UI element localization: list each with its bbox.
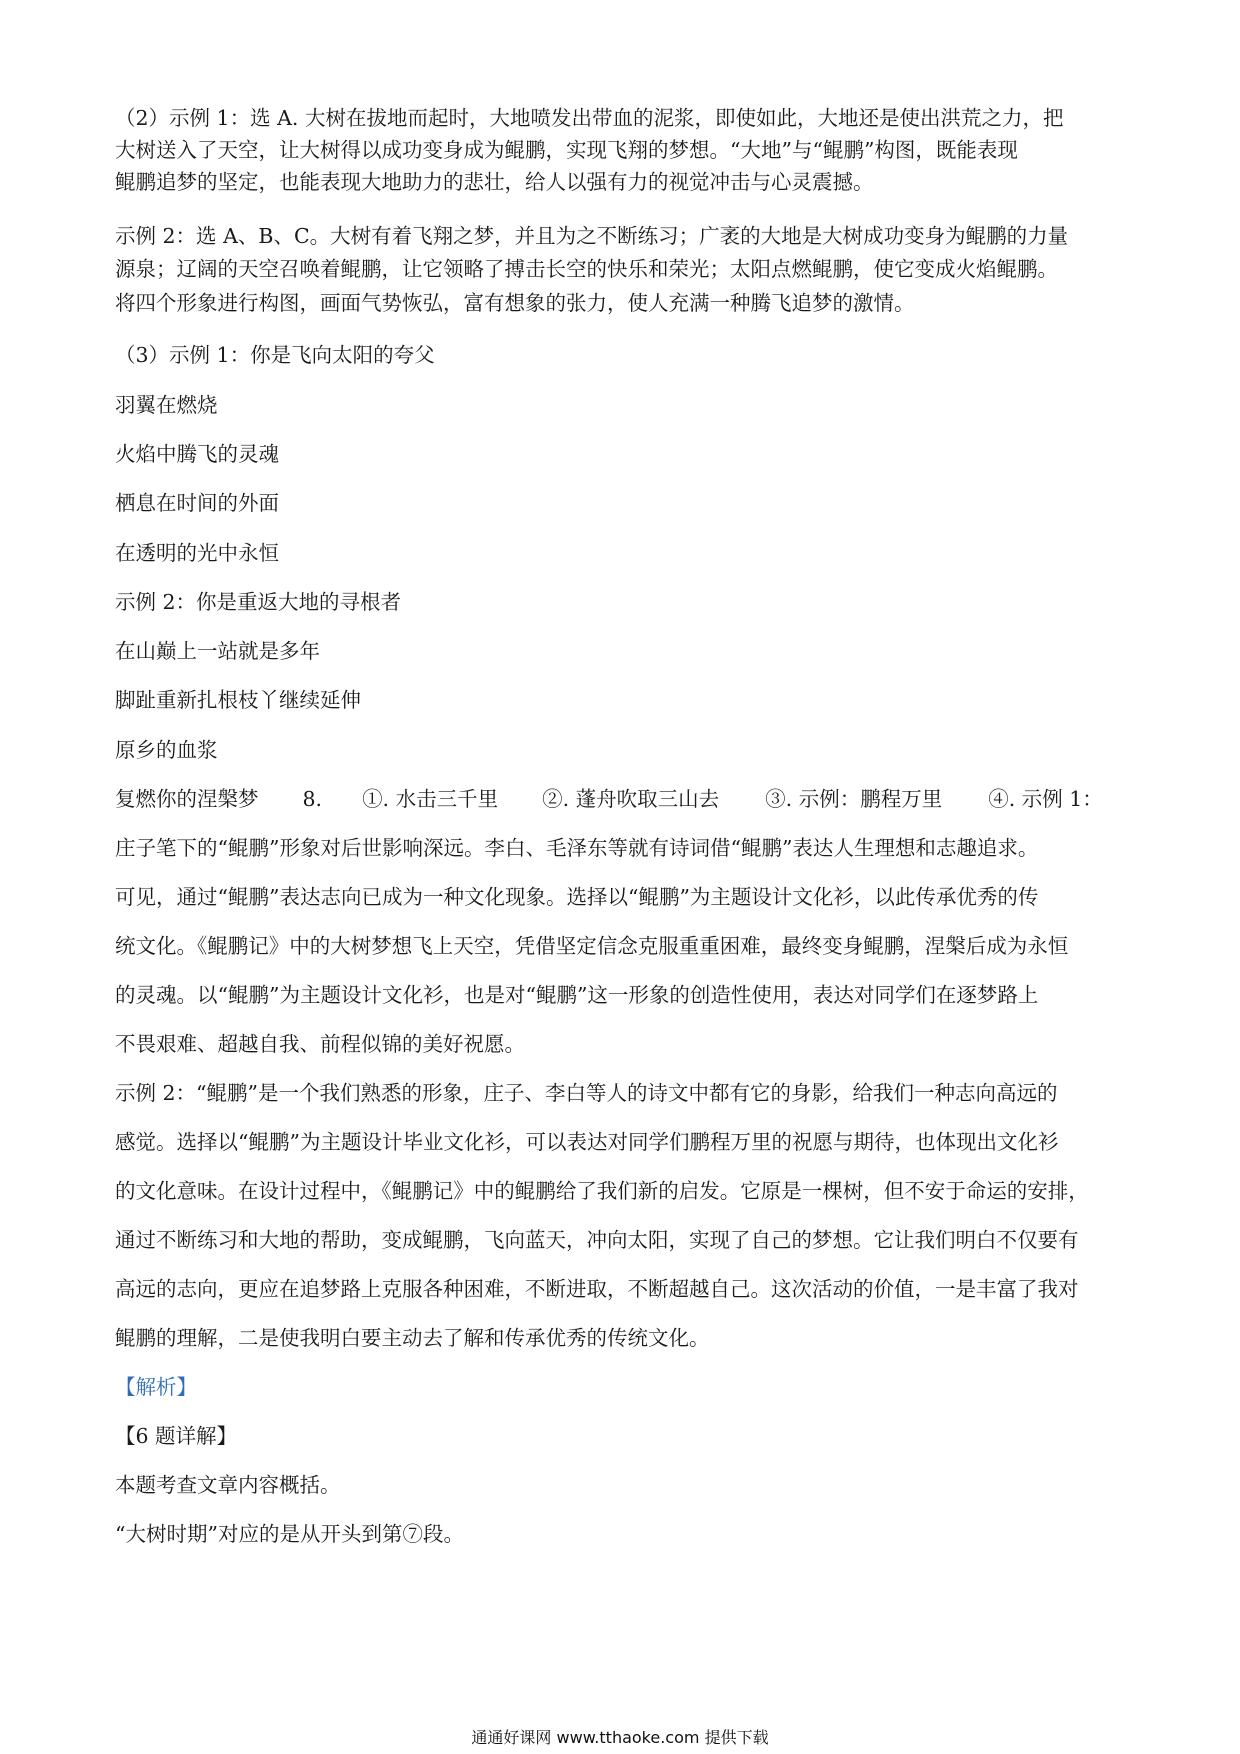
footer-site-name: 通通好课网 [471, 1728, 552, 1747]
paragraph-line: 可见，通过“鲲鹏”表达志向已成为一种文化现象。选择以“鲲鹏”为主题设计文化衫，以此传承优秀的传 [115, 885, 1039, 909]
paragraph-line: 鲲鹏追梦的坚定，也能表现大地助力的悲壮，给人以强有力的视觉冲击与心灵震撼。 [115, 170, 874, 194]
answer-1: ①. 水击三千里 [362, 787, 499, 811]
poem-line: 在透明的光中永恒 [115, 541, 279, 565]
paragraph-line: 庄子笔下的“鲲鹏”形象对后世影响深远。李白、毛泽东等就有诗词借“鲲鹏”表达人生理想和志趣追求。 [115, 836, 1039, 860]
paragraph-line: 鲲鹏的理解，二是使我明白要主动去了解和传承优秀的传统文化。 [115, 1326, 710, 1350]
paragraph-line: 统文化。《鲲鹏记》中的大树梦想飞上天空，凭借坚定信念克服重重困难，最终变身鲲鹏，涅槃后成为永恒 [115, 934, 1069, 958]
paragraph-line: （3）示例 1：你是飞向太阳的夸父 [115, 343, 435, 367]
poem-line: 在山巅上一站就是多年 [115, 639, 320, 663]
poem-line: 火焰中腾飞的灵魂 [115, 442, 279, 466]
paragraph-line: 感觉。选择以“鲲鹏”为主题设计毕业文化衫，可以表达对同学们鹏程万里的祝愿与期待，也体现出文化衫 [115, 1130, 1059, 1154]
footer-suffix: 提供下载 [704, 1728, 769, 1747]
paragraph-line: 的文化意味。在设计过程中，《鲲鹏记》中的鲲鹏给了我们新的启发。它原是一棵树，但不安于命运的安排， [115, 1179, 1089, 1203]
poem-line: 羽翼在燃烧 [115, 393, 218, 417]
paragraph-line: 通过不断练习和大地的帮助，变成鲲鹏，飞向蓝天，冲向太阳，实现了自己的梦想。它让我们明白不仅要有 [115, 1228, 1079, 1252]
analysis-label: 【解析】 [115, 1375, 197, 1399]
question-8-answers [115, 784, 1135, 814]
answer-3: ③. 示例：鹏程万里 [765, 787, 943, 811]
poem-line: 原乡的血浆 [115, 738, 218, 762]
poem-line: 示例 2：你是重返大地的寻根者 [115, 590, 402, 614]
paragraph-line: 高远的志向，更应在追梦路上克服各种困难，不断进取，不断超越自己。这次活动的价值，一是丰富了我对 [115, 1277, 1079, 1301]
paragraph-line: 示例 2：选 A、B、C。大树有着飞翔之梦，并且为之不断练习；广袤的大地是大树成功变身为鲲鹏的力量 [115, 224, 1069, 248]
poem-line: 栖息在时间的外面 [115, 491, 279, 515]
paragraph-line: 源泉；辽阔的天空召唤着鲲鹏，让它领略了搏击长空的快乐和荣光；太阳点燃鲲鹏，使它变成火焰鲲鹏。 [115, 257, 1058, 281]
paragraph-line: 本题考查文章内容概括。 [115, 1473, 341, 1497]
page-footer [0, 1727, 1240, 1749]
paragraph-line: “大树时期”对应的是从开头到第⑦段。 [115, 1522, 464, 1546]
paragraph-line: 将四个形象进行构图，画面气势恢弘，富有想象的张力，使人充满一种腾飞追梦的激情。 [115, 291, 915, 315]
paragraph-line: 大树送入了天空，让大树得以成功变身成为鲲鹏，实现飞翔的梦想。“大地”与“鲲鹏”构图，既能表现 [115, 138, 1018, 162]
detail-heading: 【6 题详解】 [115, 1424, 238, 1448]
paragraph-line: 的灵魂。以“鲲鹏”为主题设计文化衫，也是对“鲲鹏”这一形象的创造性使用，表达对同学们在逐梦路上 [115, 983, 1039, 1007]
question-number: 8. [302, 787, 323, 811]
answer-2: ②. 蓬舟吹取三山去 [542, 787, 720, 811]
poem-last-line: 复燃你的涅槃梦 [115, 787, 259, 811]
paragraph-line: 示例 2：“鲲鹏”是一个我们熟悉的形象，庄子、李白等人的诗文中都有它的身影，给我们一种志向高远的 [115, 1081, 1058, 1105]
paragraph-line: （2）示例 1：选 A. 大树在拔地而起时，大地喷发出带血的泥浆，即使如此，大地还是使出洪荒之力，把 [115, 106, 1064, 130]
footer-url[interactable]: www.tthaoke.com [556, 1728, 700, 1747]
answer-4: ④. 示例 1： [988, 787, 1103, 811]
poem-line: 脚趾重新扎根枝丫继续延伸 [115, 688, 361, 712]
paragraph-line: 不畏艰难、超越自我、前程似锦的美好祝愿。 [115, 1032, 525, 1056]
